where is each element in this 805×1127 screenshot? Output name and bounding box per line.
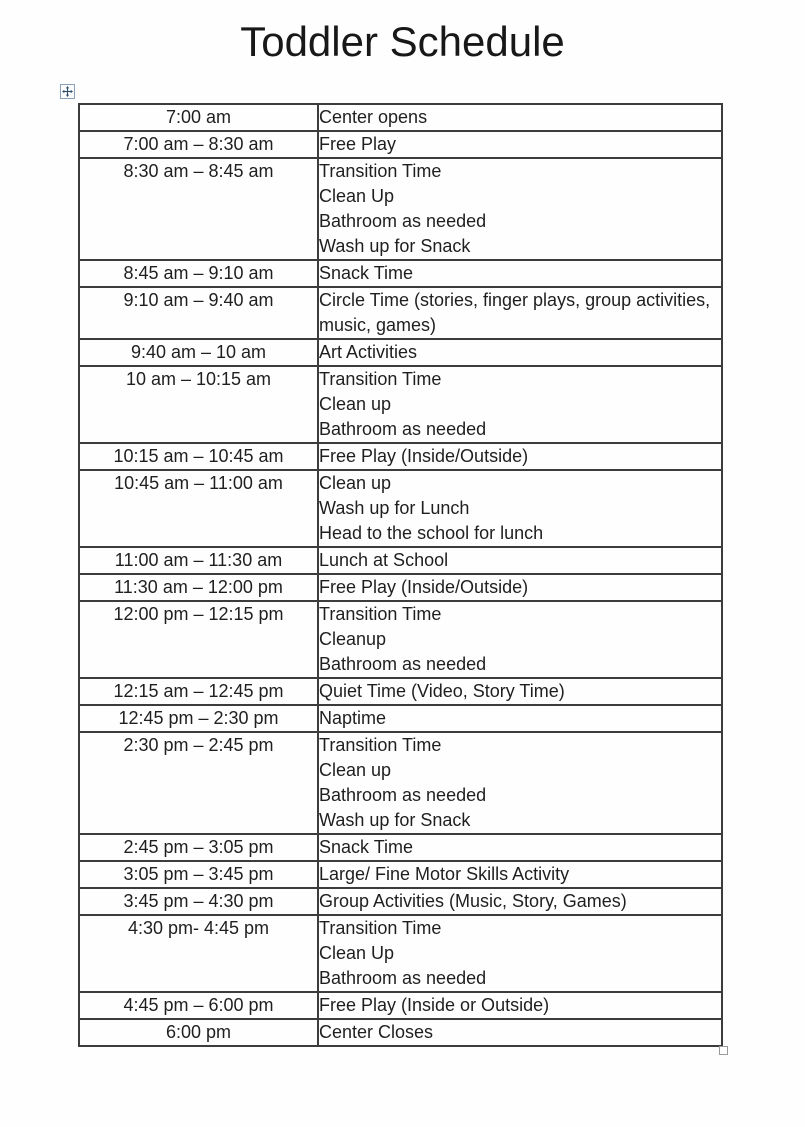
activity-line: Clean up	[319, 760, 392, 780]
move-icon	[62, 86, 73, 97]
table-row	[79, 260, 722, 287]
time-cell[interactable]: 7:00 am	[79, 104, 318, 131]
time-cell[interactable]: 4:45 pm – 6:00 pm	[79, 992, 318, 1019]
activity-line: Clean Up	[319, 186, 395, 206]
activity-line: Wash up for Snack	[319, 236, 471, 256]
activity-line: Clean Up	[319, 943, 395, 963]
activity-cell[interactable]	[318, 732, 722, 834]
activity-cell[interactable]	[318, 834, 722, 861]
activity-cell[interactable]	[318, 366, 722, 443]
activity-line: Head to the school for lunch	[319, 523, 544, 543]
activity-line: Lunch at School	[319, 550, 449, 570]
activity-cell[interactable]	[318, 131, 722, 158]
activity-line: Clean up	[319, 394, 392, 414]
activity-line: Transition Time	[319, 735, 442, 755]
activity-cell[interactable]	[318, 158, 722, 260]
activity-line: Bathroom as needed	[319, 211, 487, 231]
table-row	[79, 287, 722, 339]
activity-line: Snack Time	[319, 837, 414, 857]
time-cell[interactable]: 9:40 am – 10 am	[79, 339, 318, 366]
table-row	[79, 992, 722, 1019]
table-row	[79, 158, 722, 260]
activity-cell[interactable]	[318, 574, 722, 601]
activity-line: Wash up for Lunch	[319, 498, 470, 518]
time-cell[interactable]: 3:45 pm – 4:30 pm	[79, 888, 318, 915]
time-cell[interactable]: 11:00 am – 11:30 am	[79, 547, 318, 574]
activity-line: Bathroom as needed	[319, 654, 487, 674]
time-cell[interactable]: 8:45 am – 9:10 am	[79, 260, 318, 287]
schedule-table-body	[79, 104, 722, 1046]
time-cell[interactable]: 8:30 am – 8:45 am	[79, 158, 318, 260]
activity-cell[interactable]	[318, 339, 722, 366]
table-row	[79, 678, 722, 705]
activity-line: Circle Time (stories, finger plays, group activities, music, games)	[319, 290, 711, 335]
table-move-handle[interactable]	[60, 84, 75, 99]
activity-cell[interactable]	[318, 678, 722, 705]
activity-cell[interactable]	[318, 861, 722, 888]
table-row	[79, 131, 722, 158]
table-resize-handle[interactable]	[719, 1046, 728, 1055]
time-cell[interactable]: 11:30 am – 12:00 pm	[79, 574, 318, 601]
activity-cell[interactable]	[318, 260, 722, 287]
time-cell[interactable]: 9:10 am – 9:40 am	[79, 287, 318, 339]
table-row	[79, 888, 722, 915]
time-cell[interactable]: 12:15 am – 12:45 pm	[79, 678, 318, 705]
activity-cell[interactable]	[318, 992, 722, 1019]
activity-cell[interactable]	[318, 915, 722, 992]
activity-line: Center Closes	[319, 1022, 434, 1042]
activity-line: Bathroom as needed	[319, 419, 487, 439]
time-cell[interactable]: 2:45 pm – 3:05 pm	[79, 834, 318, 861]
activity-cell[interactable]	[318, 547, 722, 574]
activity-line: Free Play (Inside/Outside)	[319, 446, 529, 466]
table-row	[79, 915, 722, 992]
table-row	[79, 366, 722, 443]
activity-cell[interactable]	[318, 1019, 722, 1046]
table-row	[79, 861, 722, 888]
activity-line: Transition Time	[319, 918, 442, 938]
activity-line: Wash up for Snack	[319, 810, 471, 830]
activity-line: Free Play (Inside/Outside)	[319, 577, 529, 597]
table-row	[79, 443, 722, 470]
time-cell[interactable]: 6:00 pm	[79, 1019, 318, 1046]
table-row	[79, 834, 722, 861]
time-cell[interactable]: 10 am – 10:15 am	[79, 366, 318, 443]
table-row	[79, 470, 722, 547]
activity-line: Transition Time	[319, 161, 442, 181]
activity-line: Transition Time	[319, 369, 442, 389]
activity-cell[interactable]	[318, 705, 722, 732]
table-row	[79, 705, 722, 732]
table-row	[79, 732, 722, 834]
activity-line: Art Activities	[319, 342, 418, 362]
time-cell[interactable]: 7:00 am – 8:30 am	[79, 131, 318, 158]
activity-line: Transition Time	[319, 604, 442, 624]
activity-line: Quiet Time (Video, Story Time)	[319, 681, 565, 701]
activity-line: Clean up	[319, 473, 392, 493]
time-cell[interactable]: 10:45 am – 11:00 am	[79, 470, 318, 547]
activity-cell[interactable]	[318, 470, 722, 547]
activity-cell[interactable]	[318, 601, 722, 678]
activity-line: Cleanup	[319, 629, 387, 649]
activity-cell[interactable]	[318, 888, 722, 915]
table-row	[79, 339, 722, 366]
time-cell[interactable]: 12:00 pm – 12:15 pm	[79, 601, 318, 678]
activity-cell[interactable]	[318, 443, 722, 470]
time-cell[interactable]: 4:30 pm- 4:45 pm	[79, 915, 318, 992]
activity-line: Free Play	[319, 134, 397, 154]
activity-line: Bathroom as needed	[319, 785, 487, 805]
time-cell[interactable]: 12:45 pm – 2:30 pm	[79, 705, 318, 732]
activity-line: Center opens	[319, 107, 428, 127]
activity-cell[interactable]	[318, 104, 722, 131]
table-row	[79, 547, 722, 574]
time-cell[interactable]: 3:05 pm – 3:45 pm	[79, 861, 318, 888]
activity-cell[interactable]	[318, 287, 722, 339]
page-title[interactable]: Toddler Schedule	[240, 18, 565, 65]
activity-line: Naptime	[319, 708, 387, 728]
schedule-table	[78, 103, 723, 1047]
time-cell[interactable]: 2:30 pm – 2:45 pm	[79, 732, 318, 834]
activity-line: Large/ Fine Motor Skills Activity	[319, 864, 570, 884]
table-row	[79, 601, 722, 678]
table-row	[79, 574, 722, 601]
time-cell[interactable]: 10:15 am – 10:45 am	[79, 443, 318, 470]
activity-line: Group Activities (Music, Story, Games)	[319, 891, 627, 911]
activity-line: Snack Time	[319, 263, 414, 283]
table-row	[79, 104, 722, 131]
table-row	[79, 1019, 722, 1046]
activity-line: Bathroom as needed	[319, 968, 487, 988]
activity-line: Free Play (Inside or Outside)	[319, 995, 550, 1015]
